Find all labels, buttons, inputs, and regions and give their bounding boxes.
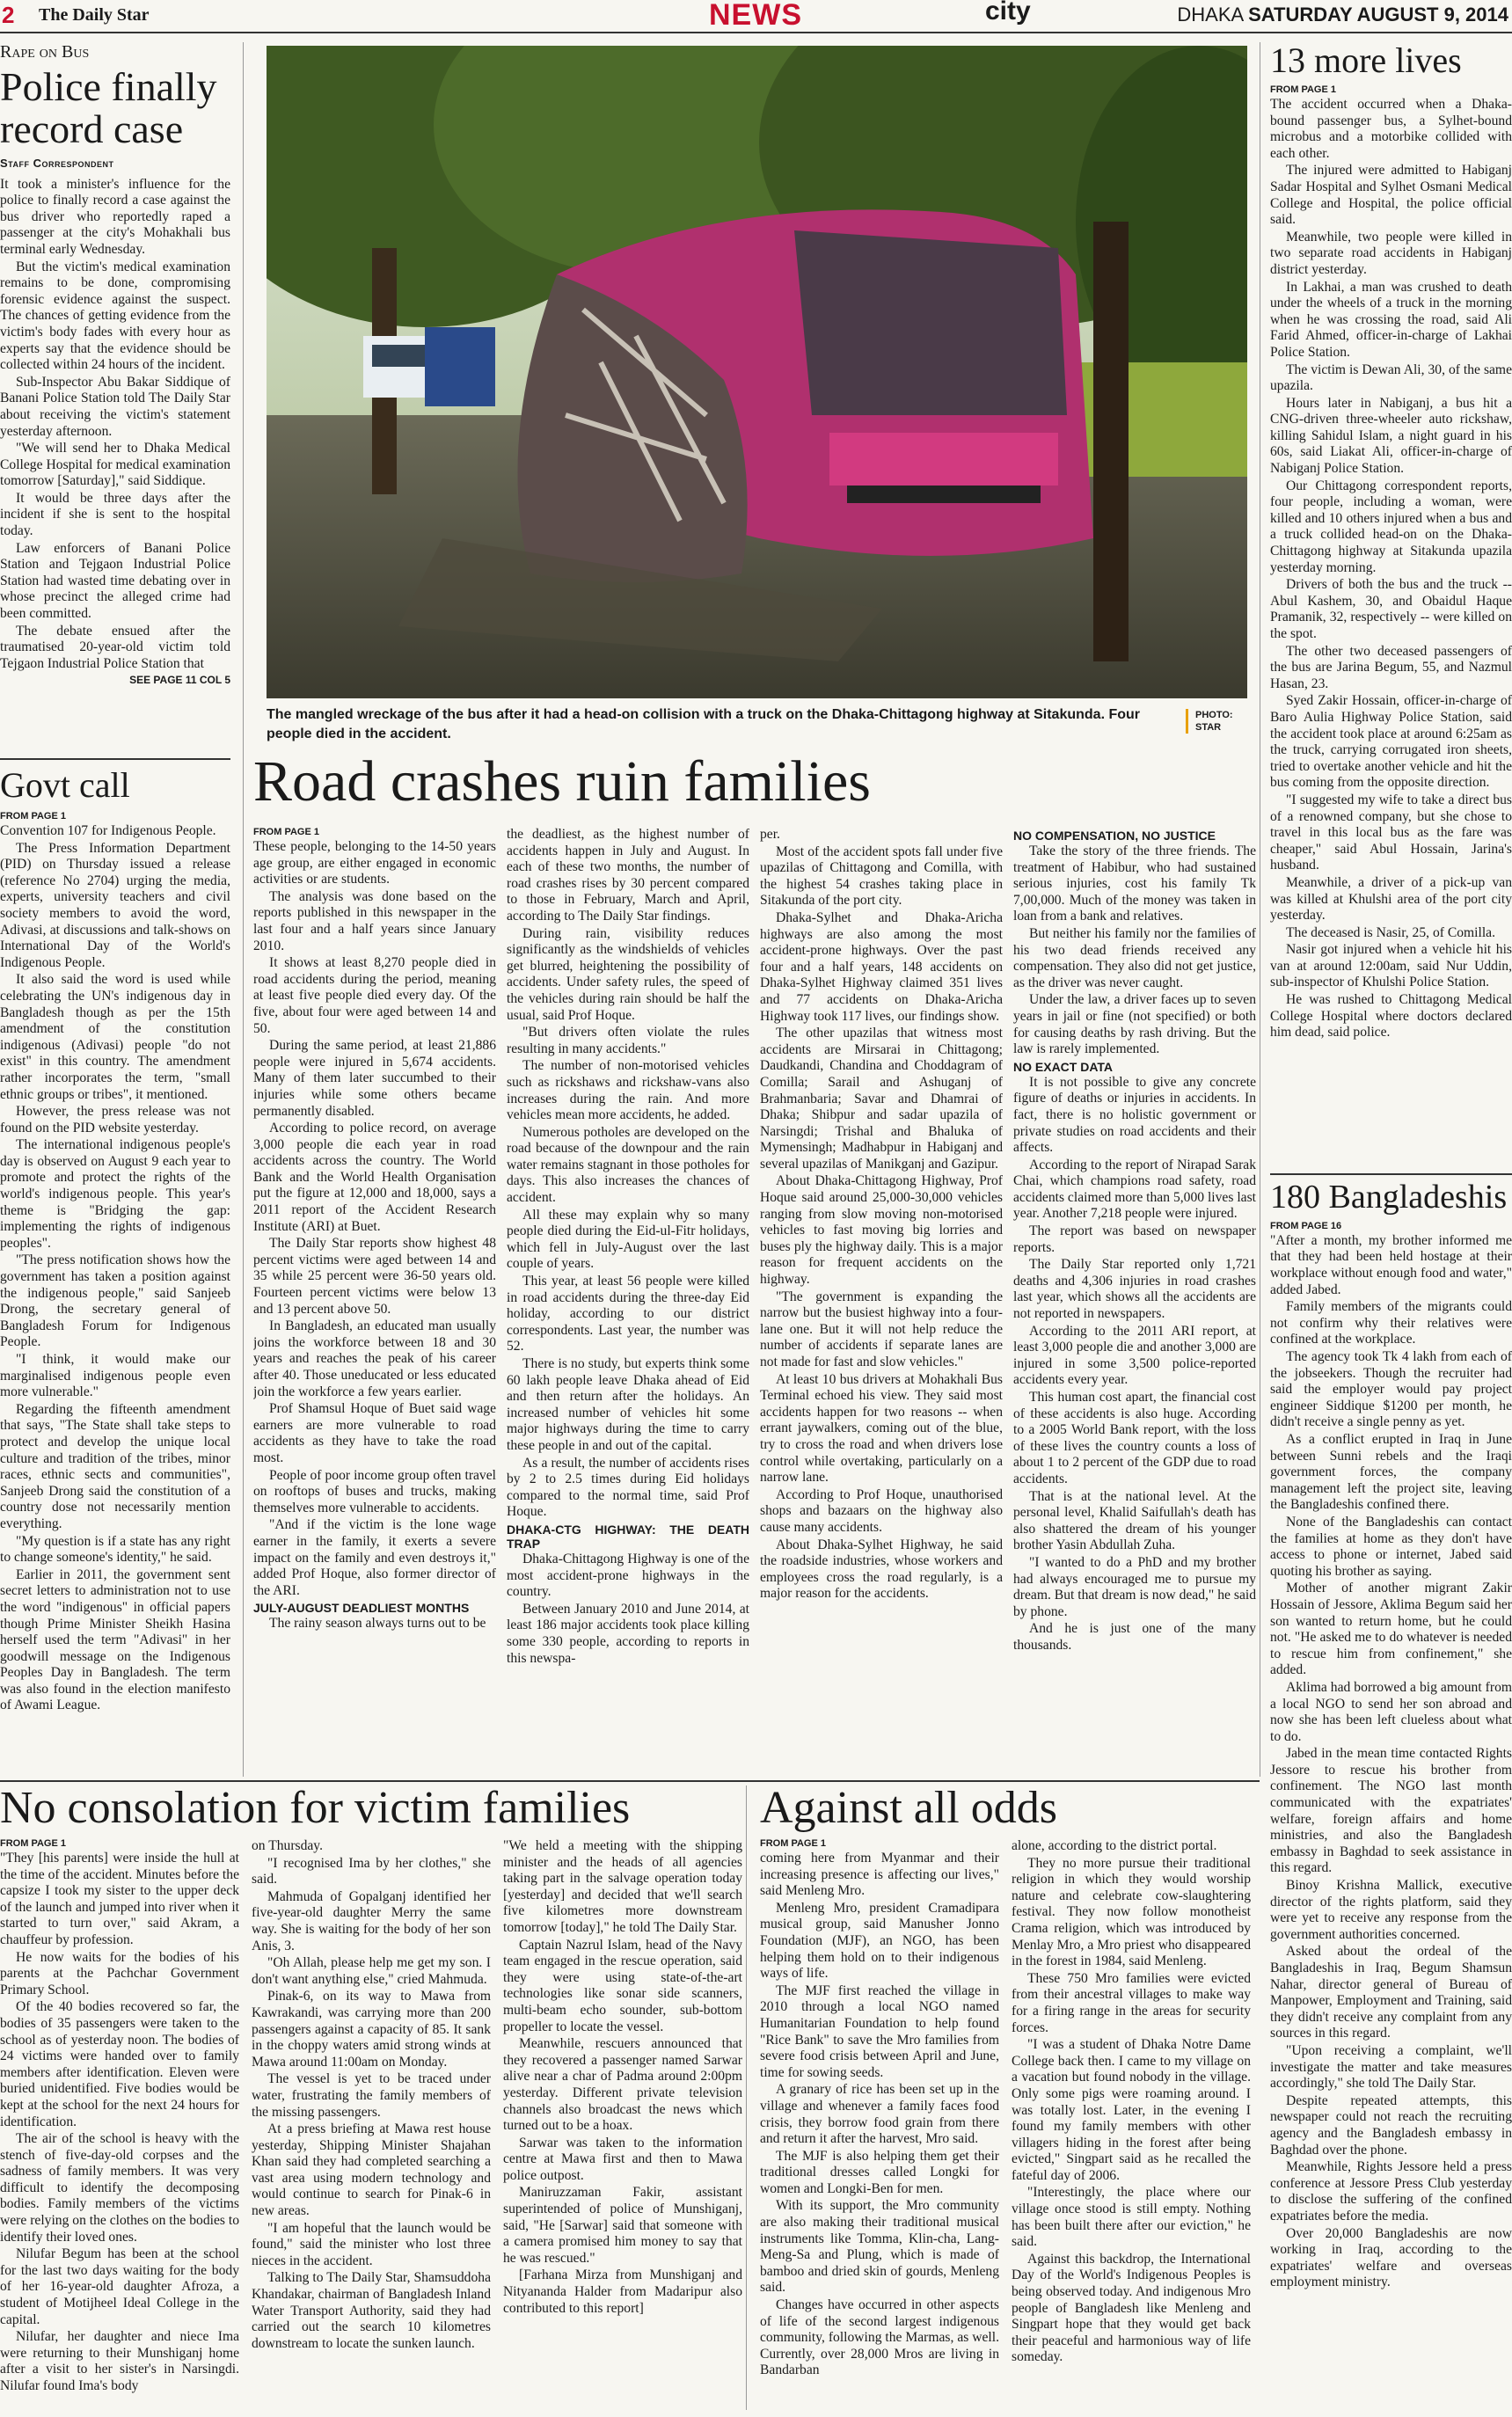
- paragraph: The victim is Dewan Ali, 30, of the same upazila.: [1270, 361, 1512, 394]
- paragraph: They no more pursue their traditional religion in which they would worship nature and celebrate cow-slaughtering festival. They now follow monotheist Crama religion, which was introduced by Menlay Mro, a Mro priest who disappeared in the forest in 1984, said Menleng.: [1012, 1855, 1251, 1969]
- paragraph: "Upon receiving a complaint, we'll investigate the matter and take measures accordingly," she told The Daily Star.: [1270, 2042, 1512, 2092]
- date-text: SATURDAY AUGUST 9, 2014: [1248, 4, 1508, 26]
- story-body: [507, 827, 749, 1667]
- paragraph: The number of non-motorised vehicles such as rickshaws and rickshaw-vans also increases during the rain. And more vehicles mean more accidents, he added.: [507, 1058, 749, 1123]
- paragraph: Take the story of the three friends. The treatment of Habibur, who had sustained serious injuries, cost his family Tk 7,00,000. Much of the money was taken in loan from a bank and relatives.: [1013, 843, 1256, 924]
- paragraph: "We will send her to Dhaka Medical College Hospital for medical examination tomorrow [Saturday]," said Siddique.: [0, 441, 230, 489]
- paragraph: That is at the national level. At the personal level, Khalid Saifullah's death has also shattered the dream of his younger brother Yasin Abdullah Zuha.: [1013, 1488, 1256, 1553]
- paragraph: This human cost apart, the financial cost of these accidents is also huge. According to a 2005 World Bank report, with the loss of these lives the country counts a loss of about 1 to 2 percent of the GDP due to road accidents.: [1013, 1390, 1256, 1486]
- story-body: [503, 1838, 742, 2317]
- from-page-label: FROM PAGE 1: [253, 827, 319, 837]
- photo-caption: The mangled wreckage of the bus after it had a head-on collision with a truck on the Dhaka-Chittagong highway at Sitakunda. Four people died in the accident.: [267, 707, 1141, 741]
- paragraph: A granary of rice has been set up in the village and whenever a family faces food crisis, they borrow food grain from there and return it after the harvest, Mro said.: [760, 2082, 999, 2147]
- paragraph: At least 10 bus drivers at Mohakhali Bus Terminal echoed his view. They said most accidents happen for two reasons -- when errant jaywalkers, coming out of the blue, try to cross the road and when drivers lose control while overtaking, particularly on a narrow lane.: [760, 1371, 1003, 1486]
- paragraph: With its support, the Mro community are also making their traditional musical instruments like Tomma, Klin-cha, Lang-Meng-Sa and Plung, which is made of bamboo and dried skin of gourds, Menleng said.: [760, 2198, 999, 2296]
- paragraph: According to the report of Nirapad Sarak Chai, which champions road safety, road accidents claimed more than 5,000 lives last year. Another 7,218 people were injured.: [1013, 1157, 1256, 1222]
- subheading: NO COMPENSATION, NO JUSTICE: [1013, 829, 1216, 843]
- paragraph: The report was based on newspaper reports.: [1013, 1223, 1256, 1255]
- story-body: [760, 1851, 999, 2379]
- from-page-label: FROM PAGE 1: [760, 1838, 826, 1849]
- paragraph: Talking to The Daily Star, Shamsuddoha Khandakar, chairman of Bangladesh Inland Water Transport Authority, said they had carried out the search 10 kilometres downstream to locate the sunken launch.: [252, 2270, 491, 2351]
- against-odds-headline: Against all odds: [760, 1783, 1057, 1833]
- paragraph: And he is just one of the many thousands.: [1013, 1621, 1256, 1653]
- story-body: [1270, 1233, 1512, 2291]
- paragraph: It shows at least 8,270 people died in road accidents during the period, meaning at least five people died every day. Of the five, about four were aged between 14 and 50.: [253, 955, 496, 1036]
- paragraph: The vessel is yet to be traced under water, frustrating the family members of the missing passengers.: [252, 2071, 491, 2120]
- no-consolation-col-1: [0, 1838, 239, 2410]
- paragraph: The debate ensued after the traumatised 20-year-old victim told Tejgaon Industrial Police Station that: [0, 623, 230, 671]
- paragraph: The other upazilas that witness most accidents are Mirsarai in Chittagong; Daudkandi, Chandina and Choddagram of Comilla; Sarail and Ashuganj of Brahmanbaria; Savar and Dhamrai of Dhaka; Shibpur and sadar upazila of Narsingdi; Trishal and Bhaluka of Mymensingh; Madhabpur in Habiganj and several upazilas of Manikganj and Gazipur.: [760, 1026, 1003, 1172]
- paragraph: It is not possible to give any concrete figure of deaths or injuries in accidents. In fact, there is no holistic government or private studies on road accidents and their affects.: [1013, 1074, 1256, 1156]
- against-odds-col-1: [760, 1838, 999, 2410]
- story-body: [0, 1851, 239, 2395]
- more-lives-story: [1270, 42, 1512, 1177]
- paragraph: The Daily Star reported only 1,721 deaths and 4,306 injuries in road crashes last year, which shows all the accidents are not reported in newspapers.: [1013, 1257, 1256, 1322]
- see-page-link[interactable]: SEE PAGE 11 COL 5: [129, 674, 230, 687]
- column-divider: [746, 1785, 747, 2410]
- paragraph: As a result, the number of accidents rises by 2 to 2.5 times during Eid holidays compared to the normal time, said Prof Hoque.: [507, 1455, 749, 1520]
- section-title: NEWS: [709, 0, 802, 32]
- paragraph: Earlier in 2011, the government sent secret letters to administration not to use the word "indigenous" in official papers though Prime Minister Sheikh Hasina herself used the term "Adivasi" in her goodwill message on the Indigenous Peoples Day in Bangladesh. The term was also found in the election manifesto of Awami League.: [0, 1566, 230, 1713]
- paragraph: In Lakhai, a man was crushed to death under the wheels of a truck in the morning when he was crossing the road, said Ali Farid Ahmed, officer-in-charge of Lakhai Police Station.: [1270, 279, 1512, 360]
- from-page-label: FROM PAGE 1: [0, 1838, 66, 1849]
- govt-call-story: [0, 767, 230, 1787]
- story-body: [0, 823, 230, 1714]
- paragraph: The agency took Tk 4 lakh from each of the jobseekers. Though the recruiter had said the employer would pay project engineer Siddique $1200 per month, he didn't receive a single penny as yet.: [1270, 1349, 1512, 1430]
- paragraph: As a conflict erupted in Iraq in June between Sunni rebels and the Iraqi government forces, the company management left the project site, leaving the Bangladeshis confined there.: [1270, 1432, 1512, 1513]
- paragraph: Dhaka-Sylhet and Dhaka-Aricha highways are also among the most accident-prone highways. Over the past four and a half years, 148 accidents on Dhaka-Sylhet Highway claimed 351 lives and 77 accidents on Dhaka-Aricha Highway took 117 lives, our findings show.: [760, 909, 1003, 1024]
- subheading: NO EXACT DATA: [1013, 1059, 1114, 1074]
- paragraph: "After a month, my brother informed me that they had been held hostage at their workplace without enough food and water," added Jabed.: [1270, 1232, 1512, 1297]
- paragraph: Nasir got injured when a vehicle hit his van at around 12:00am, said Nur Uddin, sub-inspector of Khulshi Police Station.: [1270, 942, 1512, 990]
- paragraph: "I am hopeful that the launch would be found," said the minister who lost three nieces in the accident.: [252, 2220, 491, 2268]
- paragraph: The Daily Star reports show highest 48 percent victims were aged between 14 and 35 while 25 percent were 36-50 years old. Fourteen percent victims were below 13 and 13 percent above 50.: [253, 1236, 496, 1317]
- paragraph: Most of the accident spots fall under five upazilas of Chittagong and Comilla, with the highest 54 crashes taking place in Sitakunda of the port city.: [760, 843, 1003, 909]
- story-body: [252, 1838, 491, 2352]
- masthead: [0, 0, 1512, 33]
- paragraph: Mother of another migrant Zakir Hossain of Jessore, Aklima Begum said her son wanted to return home, but he could not. "He asked me to do whatever is needed to rescue him from confinement," she added.: [1270, 1581, 1512, 1678]
- accident-photo: [267, 46, 1247, 698]
- paragraph: "But drivers often violate the rules resulting in many accidents.": [507, 1025, 749, 1056]
- paragraph: "And if the victim is the lone wage earner in the family, it exerts a severe impact on the family and even destroys it," added Prof Hoque, also former director of the ARI.: [253, 1517, 496, 1598]
- paragraph: About Dhaka-Chittagong Highway, Prof Hoque said around 25,000-30,000 vehicles ranging from slow moving non-motorised vehicles to fast moving big lorries and buses ply the highway daily. This is a major reason for frequent accidents on the highway.: [760, 1173, 1003, 1288]
- police-story: [0, 42, 230, 746]
- bangladeshis-story: [1270, 1180, 1512, 2412]
- issue-date: [1177, 4, 1508, 26]
- paragraph: It also said the word is used while celebrating the UN's indigenous day in Bangladesh though as per the 15th amendment of the constitution indigenous (Adivasi) people "do not exist" in this country. The amendment rather incorporates the term, "small ethnic groups or tribes", it mentioned.: [0, 972, 230, 1102]
- no-consolation-headline: No consolation for victim families: [0, 1783, 631, 1833]
- paragraph: on Thursday.: [252, 1838, 323, 1853]
- subheading: JULY-AUGUST DEADLIEST MONTHS: [253, 1601, 470, 1616]
- paragraph: "The government is expanding the narrow but the busiest highway into a four-lane one. But it will not help reduce the number of accidents if separate lanes are not made for fast and slow vehicles.": [760, 1289, 1003, 1369]
- divider: [0, 758, 230, 760]
- paragraph: Nilufar, her daughter and niece Ima were returning to their Munshiganj home after a visit to her sister's in Narsingdi. Nilufar found Ima's body: [0, 2329, 239, 2393]
- road-crashes-col-3: [760, 827, 1003, 1777]
- paragraph: None of the Bangladeshis can contact the families at home as they don't have access to phone or internet, Jabed said quoting his brother as saying.: [1270, 1514, 1512, 1579]
- paragraph: The deceased is Nasir, 25, of Comilla.: [1286, 924, 1495, 940]
- paragraph: "I was a student of Dhaka Notre Dame College back then. I came to my village on a vacation but found nobody in the village. Only some pigs were roaming around. I was totally lost. Later, in the evening I found my family members with other villagers hiding in the forest after being evicted," Singpart said as he recalled the fateful day of 2006.: [1012, 2037, 1251, 2183]
- paragraph: Of the 40 bodies recovered so far, the bodies of 35 passengers were taken to the school as of yesterday noon. The bodies of 24 victims were handed over to family members after identification. Eleven were buried unidentified. Five bodies would be kept at the school for the next 24 hours for identification.: [0, 1999, 239, 2129]
- paragraph: The rainy season always turns out to be: [269, 1616, 486, 1632]
- paragraph: He now waits for the bodies of his parents at the Pachchar Government Primary School.: [0, 1949, 239, 1997]
- paragraph: People of poor income group often travel on rooftops of buses and trucks, making themselves more vulnerable to accidents.: [253, 1467, 496, 1515]
- story-body: [760, 827, 1003, 1603]
- story-kicker: Rape on Bus: [0, 42, 90, 62]
- paragraph: These people, belonging to the 14-50 years age group, are either engaged in economic activities or are students.: [253, 839, 496, 887]
- paragraph: The analysis was done based on the reports published in this newspaper in the last four and a half years since January 2010.: [253, 888, 496, 953]
- paragraph: Drivers of both the bus and the truck -- Abul Kashem, 30, and Obaidul Haque Pramanik, 32, respectively -- were killed on the spot.: [1270, 577, 1512, 641]
- paragraph: alone, according to the district portal.: [1012, 1838, 1217, 1853]
- paragraph: "I wanted to do a PhD and my brother had always encouraged me to pursue my dream. But that dream is now dead," he said by phone.: [1013, 1554, 1256, 1619]
- paragraph: Sarwar was taken to the information centre at Mawa first and then to Mawa police outpost.: [503, 2135, 742, 2183]
- paragraph: It took a minister's influence for the police to finally record a case against the bus driver who reportedly raped a passenger at the city's Mohakhali bus terminal early Wednesday.: [0, 176, 230, 257]
- from-page-label: FROM PAGE 16: [1270, 1220, 1342, 1231]
- paragraph: "I think, it would make our marginalised indigenous people even more vulnerable.": [0, 1352, 230, 1400]
- paragraph: Syed Zakir Hossain, officer-in-charge of Baro Aulia Highway Police Station, said the accident took place at around 6:25am as the truck, carrying corrugated iron sheets, tried to overtake another vehicle and hit the bus coming from the opposite direction.: [1270, 693, 1512, 791]
- paragraph: "My question is if a state has any right to change someone's identity," he said.: [0, 1533, 230, 1566]
- paragraph: "They [his parents] were inside the hull at the time of the accident. Minutes before the capsize I took my sister to the upper deck of the launch and jumped into river when it started to turn over," said Akram, a chauffeur by profession.: [0, 1851, 239, 1947]
- paragraph: But the victim's medical examination remains to be done, compromising forensic evidence against the suspect. The chances of getting evidence from the victim's body fades with every hour as experts say that the evidence should be collected within 24 hours of the incident.: [0, 259, 230, 373]
- paragraph: The Press Information Department (PID) on Thursday issued a release (reference No 2704) urging the media, experts, university teachers and civil society members to avoid the word, Adivasi, at discussions and talk-shows on International Day of the World's Indigenous People.: [0, 840, 230, 970]
- road-crashes-col-1: [253, 827, 496, 1777]
- paragraph: The international indigenous people's day is observed on August 9 each year to promote and protect the rights of the world's indigenous people. This year's theme is "Bridging the gap: implementing the rights of indigenous peoples".: [0, 1137, 230, 1251]
- paragraph: Sub-Inspector Abu Bakar Siddique of Banani Police Station told The Daily Star about receiving the victim's statement yesterday afternoon.: [0, 374, 230, 439]
- paragraph: Our Chittagong correspondent reports, four people, including a woman, were killed and 10 others injured when a bus and a truck collided head-on on the Dhaka-Chittagong highway at Sitakunda upazila yesterday morning.: [1270, 478, 1512, 575]
- paragraph: According to police record, on average 3,000 people die each year in road accidents across the country. The World Bank and the World Health Organisation put the figure at 12,000 and 18,000, says a 2011 report of the Accident Research Institute (ARI) at Buet.: [253, 1121, 496, 1234]
- paragraph: Asked about the ordeal of the Bangladeshis in Iraq, Begum Shamsun Nahar, director general of Bureau of Manpower, Employment and Training, said they didn't receive any complaint from any sources in this regard.: [1270, 1944, 1512, 2041]
- paragraph: However, the press release was not found on the PID website yesterday.: [0, 1104, 230, 1135]
- story-headline: Police finally record case: [0, 64, 217, 152]
- divider: [0, 1780, 1260, 1782]
- from-page-label: FROM PAGE 1: [0, 811, 66, 821]
- paragraph: [Farhana Mirza from Munshiganj and Nityananda Halder from Madaripur also contributed to this report]: [503, 2267, 742, 2316]
- story-body: [0, 177, 230, 673]
- paragraph: Aklima had borrowed a big amount from a local NGO to send her son abroad and now she has been left clueless about what to do.: [1270, 1679, 1512, 1744]
- photo-credit: PHOTO: STAR: [1186, 709, 1249, 734]
- paragraph: "Oh Allah, please help me get my son. I don't want anything else," cried Mahmuda.: [252, 1955, 491, 1987]
- paragraph: "Interestingly, the place where our village once stood is still empty. Nothing has been built there after our eviction," he said.: [1012, 2185, 1251, 2250]
- no-consolation-col-2: [252, 1838, 491, 2410]
- paragraph: "I recognised Ima by her clothes," she said.: [252, 1855, 491, 1888]
- paragraph: "The press notification shows how the government has taken a position against the indigenous people," said Sanjeeb Drong, the secretary general of Bangladesh Forum for Indigenous People.: [0, 1252, 230, 1350]
- story-headline: Govt call: [0, 767, 130, 805]
- paragraph: Dhaka-Chittagong Highway is one of the most accident-prone highways in the country.: [507, 1551, 749, 1600]
- from-page-label: FROM PAGE 1: [1270, 84, 1336, 95]
- paragraph: "We held a meeting with the shipping minister and the heads of all agencies taking part in the salvage operation today [yesterday] and decided that we'll search five kilometres more downstream tomorrow [today]," he told The Daily Star.: [503, 1838, 742, 1935]
- paragraph: Meanwhile, two people were killed in two separate road accidents in Habiganj district yesterday.: [1270, 229, 1512, 277]
- paragraph: This year, at least 56 people were killed in road accidents during the three-day Eid holiday, according to our district correspondents. Last year, the number was 52.: [507, 1274, 749, 1355]
- paragraph: He was rushed to Chittagong Medical College Hospital where doctors declared him dead, said police.: [1270, 992, 1512, 1041]
- paragraph: Against this backdrop, the International Day of the World's Indigenous Peoples is being observed today. And indigenous Mro people of Bangladesh like Menleng and Singpart hope that they would get back their peaceful and harmonious way of life someday.: [1012, 2251, 1251, 2365]
- paragraph: About Dhaka-Sylhet Highway, he said the roadside industries, whose workers and employees cross the road regularly, is a major reason for the accidents.: [760, 1537, 1003, 1602]
- story-body: [1012, 1838, 1251, 2366]
- story-headline: 13 more lives: [1270, 42, 1462, 80]
- paragraph: It would be three days after the incident if she is sent to the hospital today.: [0, 490, 230, 539]
- paragraph: Binoy Krishna Mallick, executive director of the rights platform, said they were yet to receive any response from the government authorities concerned.: [1270, 1878, 1512, 1942]
- paragraph: The MJF is also helping them get their traditional dresses called Longki for women and Longki-Ben for men.: [760, 2148, 999, 2196]
- road-crashes-col-4: [1013, 827, 1256, 1777]
- paper-name: The Daily Star: [39, 5, 150, 25]
- paragraph: The air of the school is heavy with the stench of five-day-old corpses and the sadness of family members. It was very difficult to identify the decomposing bodies. Family members of the victims were relying on the clothes on the bodies to identify their loved ones.: [0, 2131, 239, 2245]
- against-odds-col-2: [1012, 1838, 1251, 2410]
- paragraph: The injured were admitted to Habiganj Sadar Hospital and Sylhet Osmani Medical College and Hospital, the police official said.: [1270, 163, 1512, 228]
- paragraph: The other two deceased passengers of the bus are Jarina Begum, 55, and Nazmul Hasan, 23.: [1270, 643, 1512, 691]
- paragraph: These 750 Mro families were evicted from their ancestral villages to make way for a firing range in the areas for security forces.: [1012, 1970, 1251, 2035]
- paragraph: Menleng Mro, president Cramadipara musical group, said Manusher Jonno Foundation (MJF), an NGO, has been helping them hold on to their indigenous ways of life.: [760, 1900, 999, 1982]
- paragraph: Captain Nazrul Islam, head of the Navy team engaged in the rescue operation, said they were using state-of-the-art technologies like sonar side scanners, multi-beam echo sounder, sub-bottom propeller to locate the vessel.: [503, 1937, 742, 2034]
- paragraph: Meanwhile, a driver of a pick-up van was killed at Khulshi area of the port city yesterday.: [1270, 874, 1512, 924]
- paragraph: Changes have occurred in other aspects of life of the second largest indigenous community, following the Marmas, as well. Currently, over 28,000 Mros are living in Bandarban: [760, 2297, 999, 2378]
- column-divider: [243, 42, 244, 1777]
- paragraph: But neither his family nor the families of his two dead friends received any compensation. They also did not get justice, as the driver was never caught.: [1013, 925, 1256, 990]
- story-body: [1270, 97, 1512, 1041]
- paragraph: Nilufar Begum has been at the school for the last two days waiting for the body of her 16-year-old daughter Afroza, a student of Motijheel Ideal College in the capital.: [0, 2246, 239, 2327]
- sub-section-title: city: [985, 0, 1031, 26]
- paragraph: Pinak-6, on its way to Mawa from Kawrakandi, was carrying more than 200 passengers against a capacity of 85. It sank in the choppy waters amid strong winds at Mawa around 11:00am on Monday.: [252, 1989, 491, 2070]
- paragraph: Jabed in the mean time contacted Rights Jessore to rescue his brother from confinement. The NGO last month communicated with the expatriates' welfare, foreign affairs and home ministries, and also the Bangladesh embassy in Baghdad to seek assistance in this regard.: [1270, 1746, 1512, 1876]
- page-number: 2: [2, 2, 15, 28]
- date-prefix: DHAKA: [1177, 4, 1243, 26]
- paragraph: Convention 107 for Indigenous People.: [0, 823, 216, 838]
- paragraph: Mahmuda of Gopalganj identified her five-year-old daughter Merry the same way. She is waiting for the body of her son Anis, 3.: [252, 1888, 491, 1953]
- paragraph: Law enforcers of Banani Police Station and Tejgaon Industrial Police Station had wasted time debating over in whose precinct the alleged crime had been committed.: [0, 540, 230, 622]
- paragraph: Between January 2010 and June 2014, at least 186 major accidents took place killing some 330 people, according to reports in this newspa-: [507, 1601, 749, 1666]
- road-crashes-headline: Road crashes ruin families: [253, 749, 871, 814]
- paragraph: Hours later in Nabiganj, a bus hit a CNG-driven three-wheeler auto rickshaw, killing Sahidul Islam, a night guard in his 60s, said Liakat Ali, officer-in-charge of Nabiganj Police Station.: [1270, 395, 1512, 477]
- story-body: [1013, 829, 1256, 1654]
- paragraph: According to Prof Hoque, unauthorised shops and bazaars on the highway also cause many accidents.: [760, 1486, 1003, 1535]
- paragraph: Numerous potholes are developed on the road because of the downpour and the rain water remains stagnant in those potholes for days. This also increases the chances of accident.: [507, 1124, 749, 1206]
- paragraph: Family members of the migrants could not confirm why their relatives were confined at the workplace.: [1270, 1299, 1512, 1347]
- paragraph: During the same period, at least 21,886 people were injured in 5,674 accidents. Many of them later succumbed to their injuries while some others became permanently disabled.: [253, 1038, 496, 1119]
- paragraph: Despite repeated attempts, this newspaper could not reach the recruiting agency and the Bangladesh embassy in Baghdad over the phone.: [1270, 2092, 1512, 2158]
- paragraph: the deadliest, as the highest number of accidents happen in July and August. In each of these two months, the number of road crashes rises by 30 percent compared to those in February, March and April, according to The Daily Star findings.: [507, 827, 749, 924]
- paragraph: At a press briefing at Mawa rest house yesterday, Shipping Minister Shajahan Khan said they had completed searching a vast area using modern technology and would continue to search for Pinak-6 in new areas.: [252, 2121, 491, 2219]
- paragraph: Meanwhile, Rights Jessore held a press conference at Jessore Press Club yesterday to disclose the suffering of the confined expatriates before the media.: [1270, 2159, 1512, 2223]
- paragraph: "I suggested my wife to take a direct bus of a renowned company, but she chose to travel in this local bus as the fare was cheaper," said Abul Hossain, Jarina's husband.: [1270, 792, 1512, 873]
- road-crashes-col-2: [507, 827, 749, 1777]
- paragraph: The accident occurred when a Dhaka-bound passenger bus, a Sylhet-bound microbus and a motorbike collided with each other.: [1270, 97, 1512, 161]
- paragraph: Under the law, a driver faces up to seven years in jail or fine (not specified) or both for causing deaths by rash driving. But the law is rarely implemented.: [1013, 992, 1256, 1057]
- paragraph: Regarding the fifteenth amendment that says, "The State shall take steps to protect and develop the unique local culture and tradition of the tribes, minor races, ethnic sects and communities", Sanjeeb Drong said the constitution of a country dose not necessarily mention everything.: [0, 1401, 230, 1531]
- bus-wreck-image: [267, 46, 1247, 698]
- story-byline: Staff Correspondent: [0, 156, 114, 170]
- paragraph: According to the 2011 ARI report, at least 3,000 people die and another 3,000 are injured in some 3,500 police-reported accidents every year.: [1013, 1323, 1256, 1388]
- paragraph: coming here from Myanmar and their increasing presence is affecting our lives," said Menleng Mro.: [760, 1851, 999, 1899]
- paragraph: In Bangladesh, an educated man usually joins the workforce between 18 and 30 years and reaches the peak of his career after 40. Those uneducated or less educated join the workforce a few years earlier.: [253, 1318, 496, 1399]
- paragraph: Prof Shamsul Hoque of Buet said wage earners are more vulnerable to road accidents as they have to take the road most.: [253, 1401, 496, 1465]
- story-headline: 180 Bangladeshis: [1270, 1180, 1508, 1216]
- no-consolation-col-3: [503, 1838, 742, 2410]
- paragraph: All these may explain why so many people died during the Eid-ul-Fitr holidays, which fell in July-August over the last couple of years.: [507, 1207, 749, 1272]
- paragraph: Meanwhile, rescuers announced that they recovered a passenger named Sarwar alive near a char of Padma around 2:00pm yesterday. Different private television channels also broadcast the news which turned out to be a hoax.: [503, 2036, 742, 2134]
- divider: [1270, 1173, 1512, 1175]
- paragraph: per.: [760, 827, 780, 842]
- paragraph: There is no study, but experts think some 60 lakh people leave Dhaka ahead of Eid and then return after the holidays. An increased number of vehicles hit some major highways during the time to carry these people in and out of the capital.: [507, 1356, 749, 1453]
- paragraph: Maniruzzaman Fakir, assistant superintended of police of Munshiganj, said, "He [Sarwar] said that someone with a camera promised him money to say that he was rescued.": [503, 2185, 742, 2266]
- paragraph: Over 20,000 Bangladeshis are now working in Iraq, according to the expatriates' welfare and overseas employment ministry.: [1270, 2225, 1512, 2290]
- paragraph: The MJF first reached the village in 2010 through a local NGO named Humanitarian Foundation to help found "Rice Bank" to save the Mro families from severe food crisis between April and June, time for sowing seeds.: [760, 1983, 999, 2080]
- subheading: DHAKA-CTG HIGHWAY: THE DEATH TRAP: [507, 1522, 749, 1551]
- story-body: [253, 839, 496, 1632]
- paragraph: During rain, visibility reduces significantly as the windshields of vehicles get blurred, heightening the possibility of accidents. Under safety rules, the speed of the vehicles during rain should be half the usual, said Prof Hoque.: [507, 925, 749, 1023]
